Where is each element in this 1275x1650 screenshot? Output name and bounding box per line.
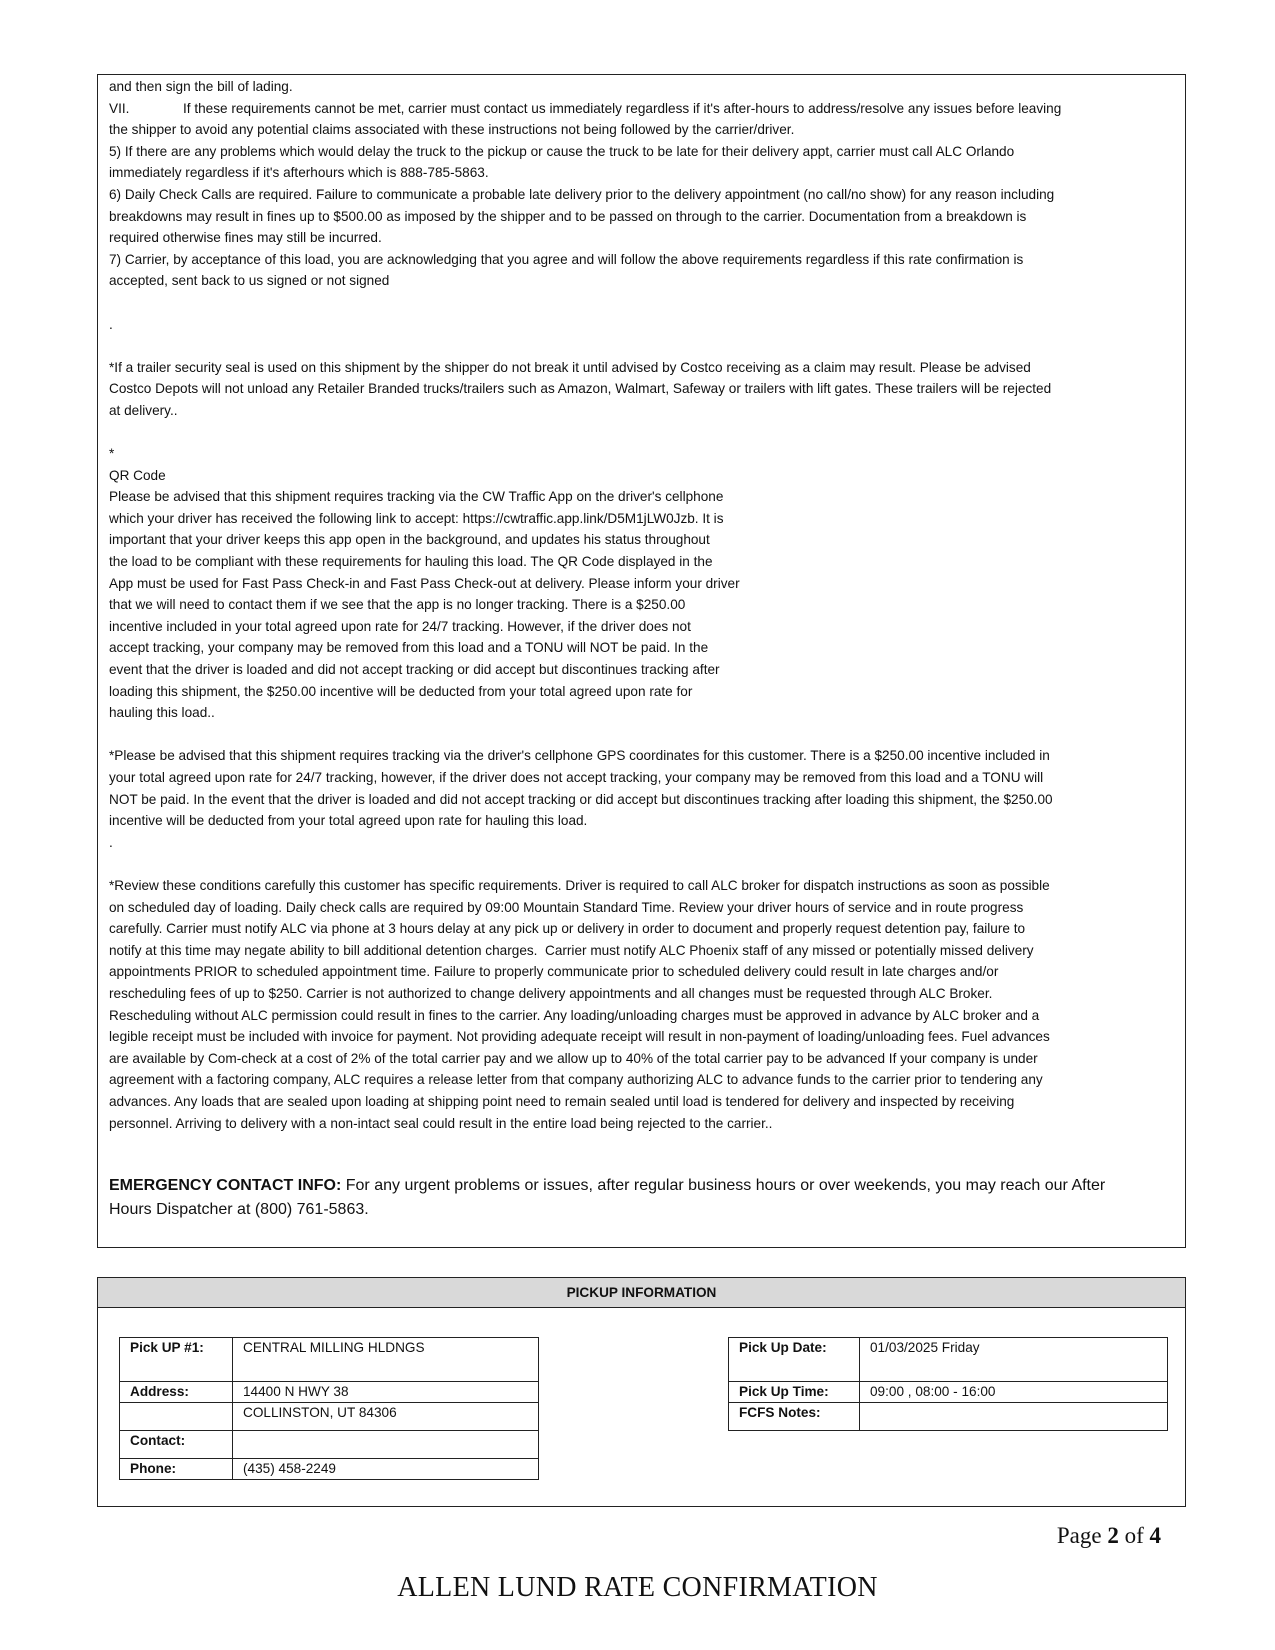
fcfs-notes-value (860, 1403, 1168, 1431)
terms-line: the shipper to avoid any potential claims associated with these instructions not being followed by the carrier/driver. (109, 122, 795, 138)
pickup-information-section (97, 1277, 1186, 1507)
terms-line: at delivery.. (109, 402, 178, 418)
terms-blank-line (109, 853, 1175, 875)
terms-line: Costco Depots will not unload any Retailer Branded trucks/trailers such as Amazon, Walmart, Safeway or trailers with lift gates. These trailers will be rejected (109, 381, 1052, 397)
address-label: Address: (120, 1382, 233, 1403)
terms-line: legible receipt must be included with invoice for payment. Not providing adequate receipt will result in non-payment of loading/unloading fees. Fuel advances (109, 1029, 1050, 1045)
terms-line: . (109, 316, 113, 332)
terms-line: 6) Daily Check Calls are required. Failure to communicate a probable late delivery prior to the delivery appointment (no call/no show) for any reason including (109, 186, 1055, 202)
page-total: 4 (1149, 1523, 1161, 1548)
terms-line: which your driver has received the following link to accept: https://cwtraffic.app.link/D5M1jLW0Jzb. It is (109, 510, 724, 526)
terms-line: that we will need to contact them if we see that the app is no longer tracking. There is a $250.00 (109, 597, 686, 613)
terms-line: accept tracking, your company may be removed from this load and a TONU will NOT be paid. In the (109, 640, 709, 656)
terms-line: *Review these conditions carefully this customer has specific requirements. Driver is required to call ALC broker for dispatch instructions as soon as possible (109, 877, 1050, 893)
terms-line: personnel. Arriving to delivery with a non-intact seal could result in the entire load being rejected to the carrier.. (109, 1115, 773, 1131)
terms-line: breakdowns may result in fines up to $500.00 as imposed by the shipper and to be passed on through to the carrier. Documentation from a breakdown is (109, 208, 1027, 224)
terms-text (109, 76, 1175, 1134)
terms-line: carefully. Carrier must notify ALC via phone at 3 hours delay at any pick up or delivery in order to document and properly request detention pay, failure to (109, 921, 1026, 937)
emergency-contact-label: EMERGENCY CONTACT INFO: (109, 1177, 342, 1195)
page-current: 2 (1107, 1523, 1119, 1548)
terms-line: your total agreed upon rate for 24/7 tracking, however, if the driver does not accept tracking, your company may be removed from this load and a TONU will (109, 770, 1044, 785)
terms-line: NOT be paid. In the event that the driver is loaded and did not accept tracking or did accept but discontinues tracking after loading this shipment, the $250.00 (109, 791, 1053, 807)
pickup-location-table (119, 1337, 539, 1480)
terms-roman-line (109, 98, 1175, 120)
roman-text: If these requirements cannot be met, carrier must contact us immediately regardless if it's after-hours to address/resolve any issues before leaving (183, 100, 1062, 116)
terms-line: QR Code (109, 467, 166, 483)
fcfs-notes-label: FCFS Notes: (729, 1403, 860, 1431)
address-line1-value: 14400 N HWY 38 (233, 1382, 539, 1403)
emergency-contact-text: For any urgent problems or issues, after regular business hours or over weekends, you may reach our After (345, 1177, 1106, 1195)
terms-blank-line (109, 724, 1175, 746)
pickup-date-label: Pick Up Date: (729, 1338, 860, 1382)
terms-line: event that the driver is loaded and did not accept tracking or did accept but discontinues tracking after (109, 662, 720, 678)
terms-line: 7) Carrier, by acceptance of this load, you are acknowledging that you agree and will follow the above requirements regardless if this rate confirmation is (109, 251, 1024, 267)
terms-line: 5) If there are any problems which would delay the truck to the pickup or cause the truck to be late for their delivery appt, carrier must call ALC Orlando (109, 143, 1015, 159)
terms-line: appointments PRIOR to scheduled appointment time. Failure to properly communicate prior to scheduled delivery could result in late charges and/or (109, 964, 999, 980)
terms-line: *Please be advised that this shipment requires tracking via the driver's cellphone GPS coordinates for this customer. There is a $250.00 incentive included in (109, 748, 1050, 764)
pickup-time-value: 09:00 , 08:00 - 16:00 (860, 1382, 1168, 1403)
terms-line: are available by Com-check at a cost of 2% of the total carrier pay and we allow up to 40% of the total carrier pay to be advanced If your company is under (109, 1050, 1038, 1066)
phone-label: Phone: (120, 1459, 233, 1480)
pickup-number-label: Pick UP #1: (120, 1338, 233, 1382)
terms-line: agreement with a factoring company, ALC requires a release letter from that company authorizing ALC to advance funds to the carrier prior to tendering any (109, 1072, 1043, 1088)
emergency-contact-info (109, 1174, 1175, 1222)
pickup-information-header: PICKUP INFORMATION (98, 1278, 1185, 1308)
contact-value (233, 1431, 539, 1459)
terms-line: and then sign the bill of lading. (109, 79, 293, 94)
phone-value: (435) 458-2249 (233, 1459, 539, 1480)
roman-numeral: VII. (109, 100, 130, 116)
terms-blank-line (109, 335, 1175, 357)
terms-line: important that your driver keeps this app open in the background, and updates his status throughout (109, 532, 710, 548)
terms-line: hauling this load.. (109, 705, 215, 721)
terms-line: *If a trailer security seal is used on this shipment by the shipper do not break it until advised by Costco receiving as a claim may result. Please be advised (109, 359, 1031, 375)
terms-conditions-box (97, 74, 1186, 1248)
address-blank-label (120, 1403, 233, 1431)
contact-label: Contact: (120, 1431, 233, 1459)
page-number (1057, 1523, 1161, 1549)
page-prefix: Page (1056, 1523, 1108, 1548)
document-title: ALLEN LUND RATE CONFIRMATION (397, 1572, 878, 1603)
terms-line: Please be advised that this shipment requires tracking via the CW Traffic App on the driver's cellphone (109, 489, 724, 505)
terms-line: on scheduled day of loading. Daily check calls are required by 09:00 Mountain Standard Time. Review your driver hours of service and in route progress (109, 899, 1024, 915)
terms-line: required otherwise fines may still be incurred. (109, 230, 382, 246)
emergency-contact-text-2: Hours Dispatcher at (800) 761-5863. (109, 1201, 369, 1219)
pickup-time-label: Pick Up Time: (729, 1382, 860, 1403)
terms-blank-line (109, 422, 1175, 444)
terms-line: accepted, sent back to us signed or not signed (109, 273, 390, 289)
terms-line: * (109, 446, 115, 462)
terms-line: immediately regardless if it's afterhours which is 888-785-5863. (109, 165, 489, 181)
terms-line: advances. Any loads that are sealed upon loading at shipping point need to remain sealed until load is tendered for delivery and inspected by receiving (109, 1093, 1015, 1109)
pickup-name-value: CENTRAL MILLING HLDNGS (233, 1338, 539, 1382)
address-line2-value: COLLINSTON, UT 84306 (233, 1403, 539, 1431)
pickup-schedule-table (728, 1337, 1168, 1431)
terms-line: notify at this time may negate ability to bill additional detention charges. Carrier must notify ALC Phoenix staff of any missed or potentially missed delivery (109, 942, 1034, 958)
terms-line: . (109, 834, 113, 850)
terms-line: Rescheduling without ALC permission could result in fines to the carrier. Any loading/unloading charges must be approved in advance by ALC broker and a (109, 1007, 1040, 1023)
page-of: of (1118, 1523, 1150, 1548)
terms-line: the load to be compliant with these requirements for hauling this load. The QR Code displayed in the (109, 554, 713, 570)
terms-line: App must be used for Fast Pass Check-in and Fast Pass Check-out at delivery. Please inform your driver (109, 575, 740, 591)
terms-line: incentive included in your total agreed upon rate for 24/7 tracking. However, if the driver does not (109, 618, 691, 634)
terms-line: loading this shipment, the $250.00 incentive will be deducted from your total agreed upon rate for (109, 683, 693, 699)
terms-line: incentive will be deducted from your total agreed upon rate for hauling this load. (109, 813, 588, 829)
pickup-date-value: 01/03/2025 Friday (860, 1338, 1168, 1382)
terms-blank-line (109, 292, 1175, 314)
terms-line: rescheduling fees of up to $250. Carrier is not authorized to change delivery appointments and all changes must be requested through ALC Broker. (109, 985, 993, 1001)
